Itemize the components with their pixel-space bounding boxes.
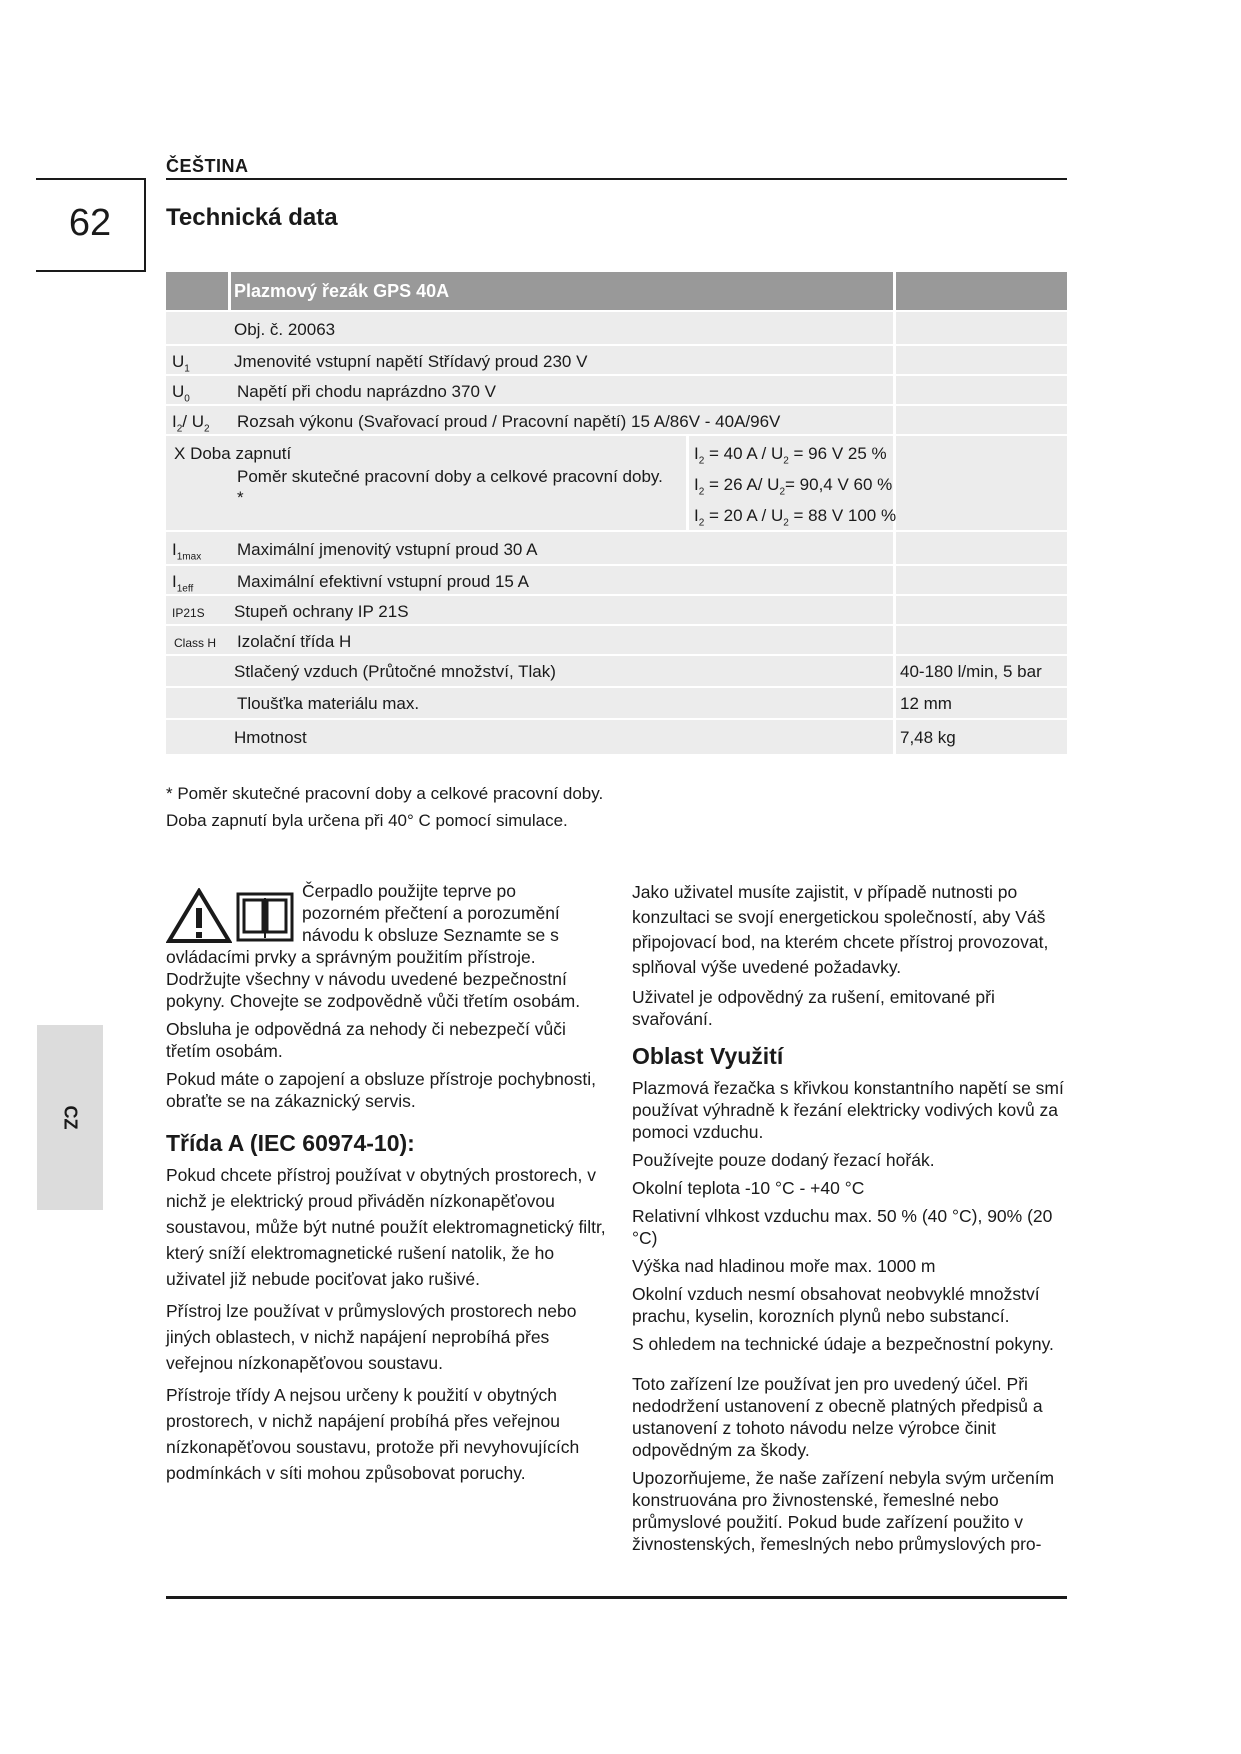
weight-text: Hmotnost xyxy=(234,728,307,747)
class-symbol: Class H xyxy=(174,636,217,650)
manual-book-icon xyxy=(236,892,294,942)
duty-cycle-value: $I_2 = 40$ $A / U_2 = 96$ V 25 % xyxy=(694,444,887,467)
right-paragraph-6: Relativní vlhkost vzduchu max. 50 % (40 °C), 90% (20 °C) xyxy=(632,1206,1053,1248)
right-paragraph-7: Výška nad hladinou moře max. 1000 m xyxy=(632,1256,936,1276)
left-paragraph-2: Obsluha je odpovědná za nehody či nebezpečí vůči třetím osobám. xyxy=(166,1019,566,1061)
air-value: 40-180 l/min, 5 bar xyxy=(900,662,1042,681)
side-tab-label: CZ xyxy=(60,1105,81,1130)
left-paragraph-3: Pokud máte o zapojení a obsluze přístroje pochybnosti, obraťte se na zákaznický servis. xyxy=(166,1069,596,1111)
right-column xyxy=(632,880,1067,1561)
i2u2-symbol: $I_2/$ $U_2$ xyxy=(172,412,210,435)
duty-cycle-value: $I_2 = 20$ $A / U_2 = 88$ V 100 % xyxy=(694,506,897,529)
footer-rule xyxy=(166,1596,1067,1599)
intro-indented: Čerpadlo použijte teprve po pozorném přečtení a porozumění návodu k obsluze Seznamte se s xyxy=(302,881,560,945)
duty-cycle-description: Poměr skutečné pracovní doby a celkové pracovní doby. * xyxy=(237,467,663,507)
table-header-row xyxy=(166,272,1067,310)
footnote-line-1: * Poměr skutečné pracovní doby a celkové pracovní doby. xyxy=(166,784,604,803)
class-a-heading: Třída A (IEC 60974-10): xyxy=(166,1130,415,1156)
right-paragraph-4: Používejte pouze dodaný řezací hořák. xyxy=(632,1150,935,1170)
intro-rest: ovládacími prvky a správným použitím přístroje. Dodržujte všechny v návodu uvedené bezpečnostní pokyny. Chovejte se zodpovědně vůči třetím osobám. xyxy=(166,947,581,1011)
use-heading: Oblast Využití xyxy=(632,1043,784,1069)
right-paragraph-1: Jako uživatel musíte zajistit, v případě nutnosti po konzultaci se svojí energetickou společností, aby Váš připojovací bod, na kterém chcete přístroj provozovat, splňoval výše uvedené požadavky. xyxy=(632,882,1049,977)
duty-cycle-label: X Doba zapnutí xyxy=(174,444,292,463)
right-paragraph-2: Uživatel je odpovědný za rušení, emitované při svařování. xyxy=(632,987,995,1029)
page-title: Technická data xyxy=(166,204,338,231)
table-header-label: Plazmový řezák GPS 40A xyxy=(234,281,450,301)
i1eff-symbol: $I_{1eff}$ xyxy=(172,572,194,595)
right-paragraph-8: Okolní vzduch nesmí obsahovat neobvyklé množství prachu, kyselin, korozních plynů nebo substancí. xyxy=(632,1284,1040,1326)
column-divider xyxy=(228,272,231,310)
air-text: Stlačený vzduch (Průtočné množství, Tlak) xyxy=(234,662,556,681)
header-rule xyxy=(166,178,1067,180)
left-paragraph-5: Přístroj lze používat v průmyslových prostorech nebo jiných oblastech, v nichž napájení neprobíhá přes veřejnou nízkonapěťovou soustavu. xyxy=(166,1301,577,1373)
right-paragraph-10: Toto zařízení lze používat jen pro uvedený účel. Při nedodržení ustanovení z obecně platných předpisů a ustanovení z tohoto návodu nelze výrobce činit odpovědným za škody. xyxy=(632,1374,1043,1460)
right-paragraph-3: Plazmová řezačka s křivkou konstantního napětí se smí používat výhradně k řezání elektricky vodivých kovů za pomoci vzduchu. xyxy=(632,1078,1064,1142)
i1eff-text: Maximální efektivní vstupní proud 15 A xyxy=(237,572,529,591)
u1-text: Jmenovité vstupní napětí Střídavý proud 230 V xyxy=(234,352,588,371)
duty-cycle-value: $I_2 = 26$ A/ $U_2= 90,4$ V 60 % xyxy=(694,475,893,498)
u0-symbol: $U_0$ xyxy=(172,382,190,405)
right-paragraph-11: Upozorňujeme, že naše zařízení nebyla svým určením konstruována pro živnostenské, řemeslné nebo průmyslové použití. Pokud bude zařízení použito v živnostenských, řemeslných nebo průmyslových pro- xyxy=(632,1468,1055,1554)
page-number: 62 xyxy=(68,202,112,244)
left-paragraph-4: Pokud chcete přístroj používat v obytných prostorech, v nichž je elektrický proud přiváděn nízkonapěťovou soustavou, může být nutné použít elektromagnetický filtr, který sníží elektromagnetické rušení natolik, že ho uživatel již nebude pociťovat jako rušivé. xyxy=(166,1165,606,1289)
right-paragraph-5: Okolní teplota -10 °C - +40 °C xyxy=(632,1178,865,1198)
order-number: Obj. č. 20063 xyxy=(234,320,336,339)
u0-text: Napětí při chodu naprázdno 370 V xyxy=(237,382,496,401)
thickness-value: 12 mm xyxy=(900,694,952,713)
i1max-text: Maximální jmenovitý vstupní proud 30 A xyxy=(237,540,538,559)
thickness-text: Tloušťka materiálu max. xyxy=(237,694,420,713)
language-label: ČEŠTINA xyxy=(166,156,249,176)
i1max-symbol: $I_{1max}$ xyxy=(172,540,202,563)
ip-symbol: IP21S xyxy=(172,606,205,620)
left-paragraph-6: Přístroje třídy A nejsou určeny k použití v obytných prostorech, v nichž napájení probíhá přes veřejnou nízkonapěťovou soustavu, protože při nevyhovujících podmínkách v síti mohou způsobovat poruchy. xyxy=(166,1385,580,1483)
footnote-line-2: Doba zapnutí byla určena při 40° C pomocí simulace. xyxy=(166,811,568,830)
class-text: Izolační třída H xyxy=(237,632,352,651)
weight-value: 7,48 kg xyxy=(900,728,956,747)
left-column xyxy=(166,946,611,1492)
i2u2-text: Rozsah výkonu (Svařovací proud / Pracovní napětí) 15 A/86V - 40A/96V xyxy=(237,412,781,431)
column-divider xyxy=(686,436,689,530)
right-paragraph-9: S ohledem na technické údaje a bezpečnostní pokyny. xyxy=(632,1334,1054,1354)
warning-icon xyxy=(166,888,232,944)
ip-text: Stupeň ochrany IP 21S xyxy=(234,602,409,621)
tech-data-table xyxy=(166,272,1067,762)
u1-symbol: $U_1$ xyxy=(172,352,190,375)
